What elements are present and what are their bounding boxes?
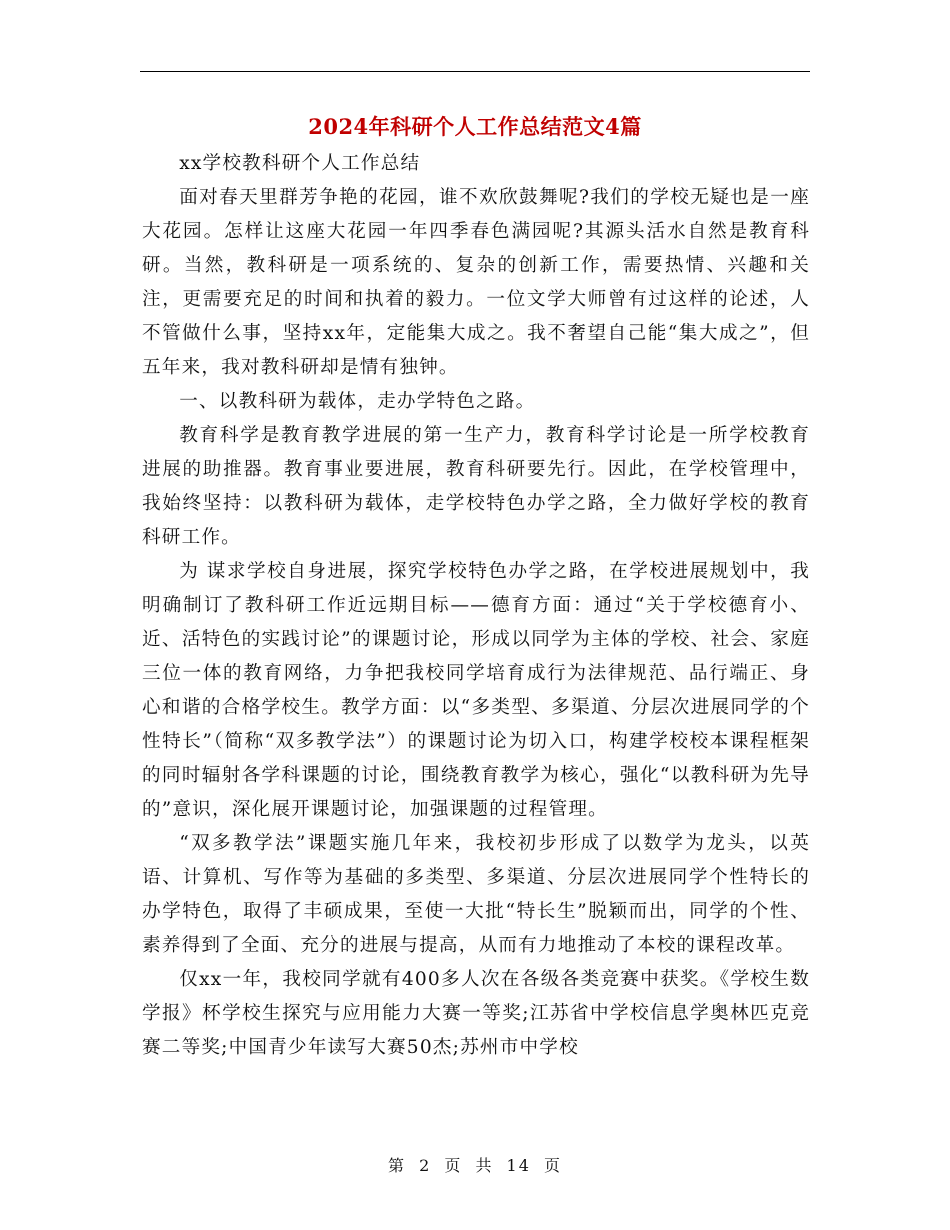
header-rule: [140, 71, 810, 72]
paragraph: “双多教学法”课题实施几年来，我校初步形成了以数学为龙头，以英语、计算机、写作等为基础的多类型、多渠道、分层次进展同学个性特长的办学特色，取得了丰硕成果，至使一大批“特长生”脱颖而出，同学的个性、素养得到了全面、充分的进展与提高，从而有力地推动了本校的课程改革。: [142, 833, 810, 956]
paragraph: 仅xx一年，我校同学就有400多人次在各级各类竞赛中获奖。《学校生数学报》杯学校生探究与应用能力大赛一等奖;江苏省中学校信息学奥林匹克竞赛二等奖;中国青少年读写大赛50杰;苏州市中学校: [142, 969, 810, 1058]
document-title: 2024年科研个人工作总结范文4篇: [308, 114, 642, 139]
paragraph: 教育科学是教育教学进展的第一生产力，教育科学讨论是一所学校教育进展的助推器。教育事业要进展，教育科研要先行。因此，在学校管理中，我始终坚持：以教科研为载体，走学校特色办学之路，全力做好学校的教育科研工作。: [142, 425, 810, 548]
sub-heading: 一、以教科研为载体，走办学特色之路。: [179, 391, 536, 412]
document-body: [142, 147, 810, 1065]
paragraph: 为 谋求学校自身进展，探究学校特色办学之路，在学校进展规划中，我明确制订了教科研工作近远期目标——德育方面：通过“关于学校德育小、近、活特色的实践讨论”的课题讨论，形成以同学为主体的学校、社会、家庭三位一体的教育网络，力争把我校同学培育成行为法律规范、品行端正、身心和谐的合格学校生。教学方面：以“多类型、多渠道、分层次进展同学的个性特长”（简称“双多教学法”）的课题讨论为切入口，构建学校校本课程框架的同时辐射各学科课题的讨论，围绕教育教学为核心，强化“以教科研为先导的”意识，深化展开课题讨论，加强课题的过程管理。: [142, 561, 810, 820]
page-number: 第 2 页 共 14 页: [388, 1156, 562, 1175]
section-heading: xx学校教科研个人工作总结: [179, 153, 421, 174]
paragraph: 面对春天里群芳争艳的花园，谁不欢欣鼓舞呢?我们的学校无疑也是一座大花园。怎样让这座大花园一年四季春色满园呢?其源头活水自然是教育科研。当然，教科研是一项系统的、复杂的创新工作，需要热情、兴趣和关注，更需要充足的时间和执着的毅力。一位文学大师曾有过这样的论述，人不管做什么事，坚持xx年，定能集大成之。我不奢望自己能“集大成之”，但五年来，我对教科研却是情有独钟。: [142, 187, 810, 378]
